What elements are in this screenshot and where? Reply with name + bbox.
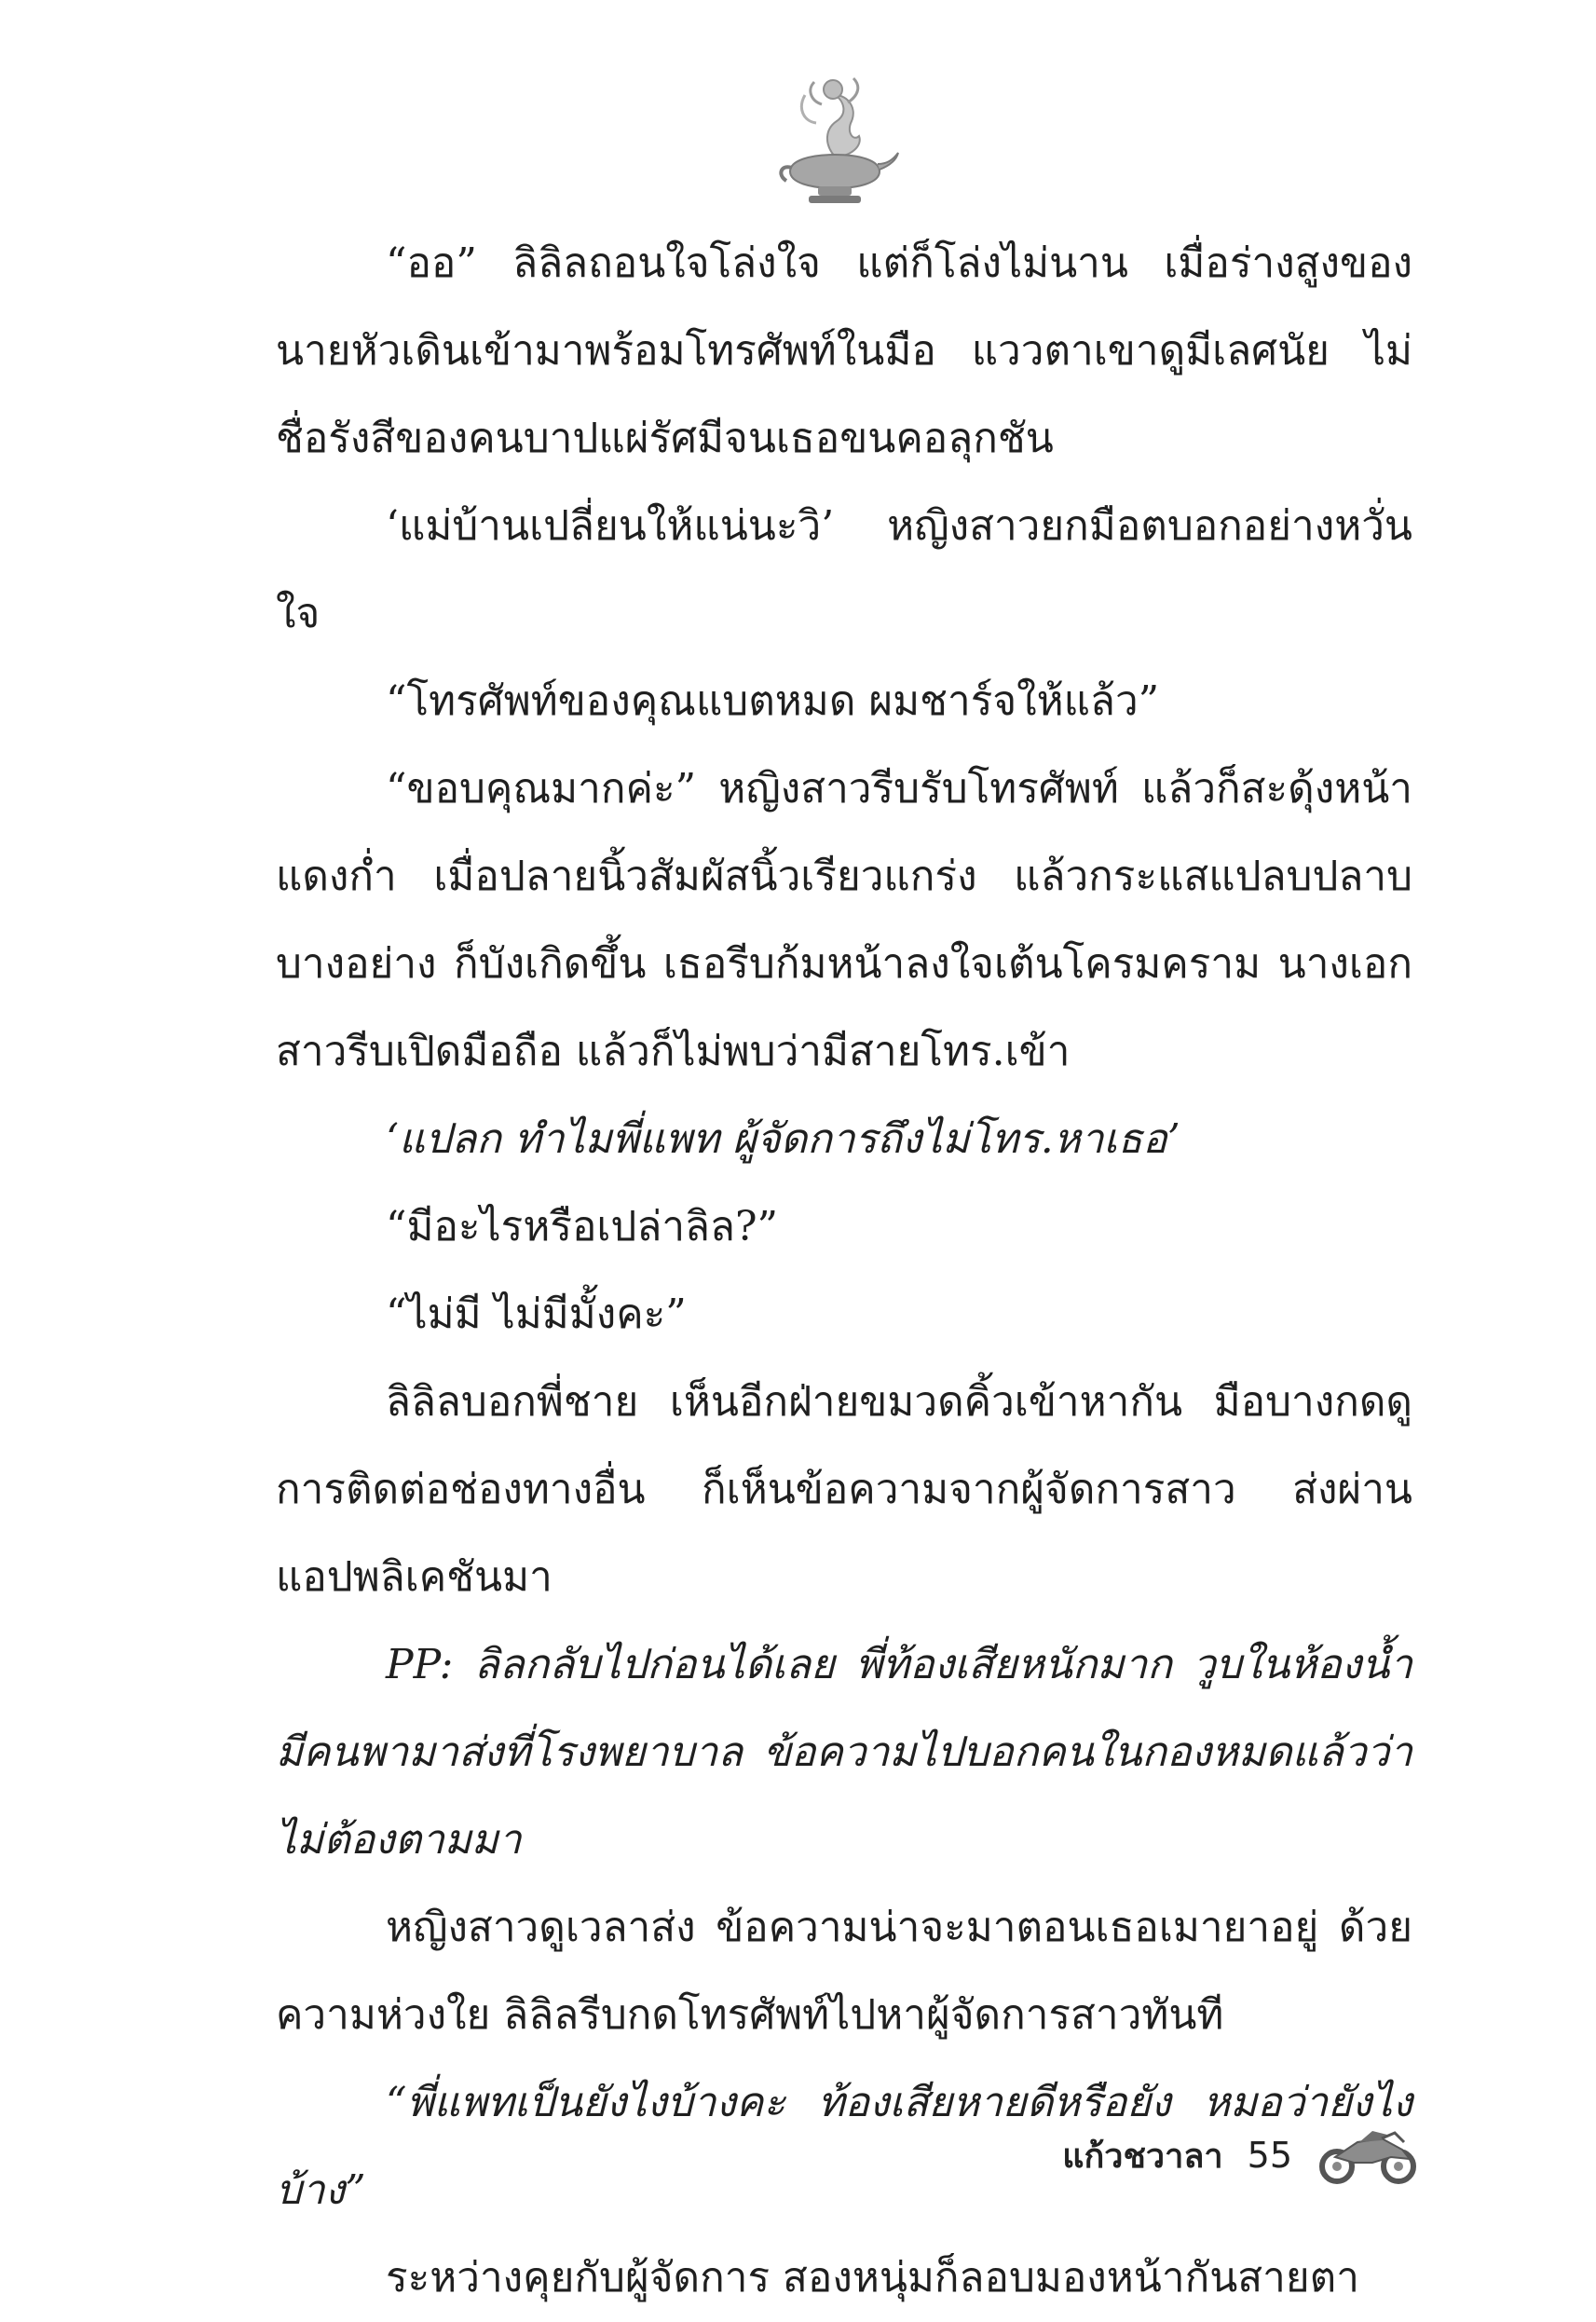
paragraph-1: “ออ” ลิลิลถอนใจโล่งใจ แต่ก็โล่งไม่นาน เมื่อร่างสูงของนายหัวเดินเข้ามาพร้อมโทรศัพท์ในมือ แววตาเขาดูมีเลศนัย ไม่ชื่อรังสีของคนบาปแผ่รัศมีจนเธอขนคอลุกชัน — [276, 239, 1412, 462]
page-footer — [1062, 2113, 1419, 2197]
paragraph-11: “พี่แพทเป็นยังไงบ้างคะ ท้องเสียหายดีหรือยัง หมอว่ายังไงบ้าง” — [276, 2079, 1412, 2214]
paragraph-3: “โทรศัพท์ของคุณแบตหมด ผมชาร์จให้แล้ว” — [386, 677, 1160, 725]
motorcycle-icon — [1316, 2125, 1419, 2185]
page-number: 55 — [1247, 2135, 1292, 2176]
paragraph-10: หญิงสาวดูเวลาส่ง ข้อความน่าจะมาตอนเธอเมายาอยู่ ด้วยความห่วงใย ลิลิลรีบกดโทรศัพท์ไปหาผู้จัดการสาวทันที — [276, 1904, 1412, 2039]
paragraph-8: ลิลิลบอกพี่ชาย เห็นอีกฝ่ายขมวดคิ้วเข้าหากัน มือบางกดดูการติดต่อช่องทางอื่น ก็เห็นข้อความจากผู้จัดการสาว ส่งผ่านแอปพลิเคชันมา — [276, 1378, 1412, 1601]
paragraph-6: “มีอะไรหรือเปล่าลิล?” — [386, 1203, 779, 1250]
paragraph-2: ‘แม่บ้านเปลี่ยนให้แน่นะวิ’ หญิงสาวยกมือตบอกอย่างหวั่นใจ — [276, 502, 1412, 637]
paragraph-5: ‘แปลก ทำไมพี่แพท ผู้จัดการถึงไม่โทร.หาเธอ’ — [386, 1115, 1180, 1163]
paragraph-12: ระหว่างคุยกับผู้จัดการ สองหนุ่มก็ลอบมองหน้ากันสายตา — [386, 2254, 1359, 2302]
book-title: แก้วชวาลา — [1062, 2137, 1223, 2176]
paragraph-4: “ขอบคุณมากค่ะ” หญิงสาวรีบรับโทรศัพท์ แล้วก็สะดุ้งหน้าแดงก่ำ เมื่อปลายนิ้วสัมผัสนิ้วเรียวแกร่ง แล้วกระแสแปลบปลาบบางอย่าง ก็บังเกิดขึ้น เธอรีบก้มหน้าลงใจเต้นโครมคราม นางเอกสาวรีบเปิดมือถือ แล้วก็ไม่พบว่ามีสายโทร.เข้า — [276, 765, 1412, 1075]
genie-lamp-icon — [770, 67, 900, 207]
paragraph-9: PP: ลิลกลับไปก่อนได้เลย พี่ท้องเสียหนักมาก วูบในห้องน้ำมีคนพามาส่งที่โรงพยาบาล ข้อความไปบอกคนในกองหมดแล้วว่าไม่ต้องตามมา — [276, 1641, 1412, 1864]
body-text — [276, 220, 1412, 2322]
paragraph-7: “ไม่มี ไม่มีมั้งคะ” — [386, 1291, 687, 1338]
